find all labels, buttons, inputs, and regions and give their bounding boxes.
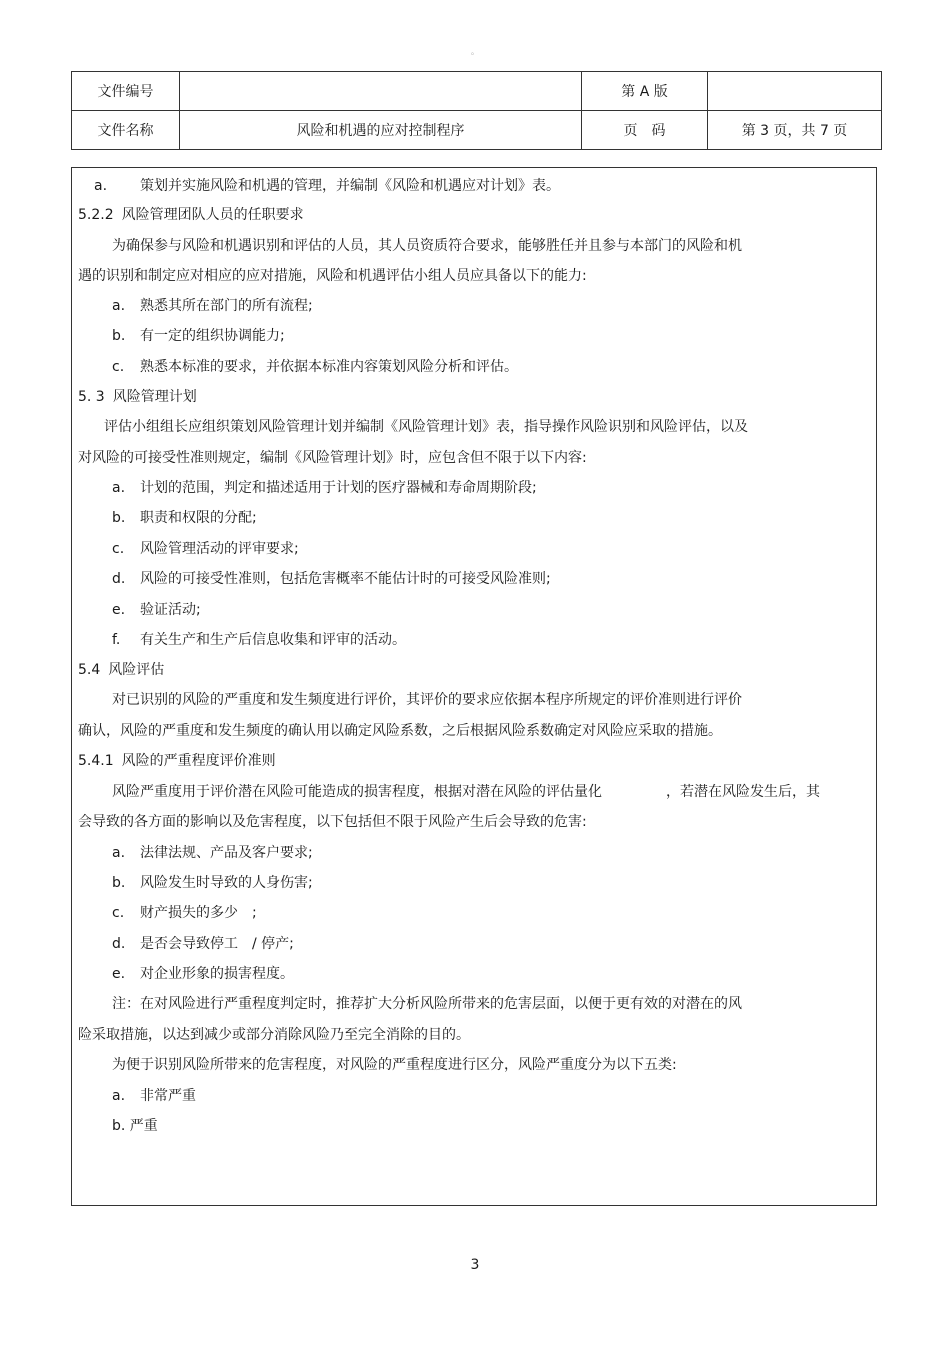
paragraph-line: 评估小组组长应组织策划风险管理计划并编制《风险管理计划》表，指导操作风险识别和风险评估，以及: [104, 419, 748, 435]
file-name-value: 风险和机遇的应对控制程序: [180, 111, 582, 150]
page-label: 页 码: [582, 111, 708, 150]
list-item: a. 熟悉其所在部门的所有流程;: [112, 298, 313, 314]
section-heading-5-3: 5. 3 风险管理计划: [78, 389, 197, 405]
list-item: a. 计划的范围，判定和描述适用于计划的医疗器械和寿命周期阶段;: [112, 480, 537, 496]
section-heading-5-4-1: 5.4.1 风险的严重程度评价准则: [78, 753, 276, 769]
list-item: b. 有一定的组织协调能力;: [112, 328, 285, 344]
header-row-2: [72, 111, 882, 150]
note-line: 注：在对风险进行严重程度判定时，推荐扩大分析风险所带来的危害层面，以便于更有效的对潜在的风: [112, 996, 742, 1012]
list-item: c. 风险管理活动的评审要求;: [112, 541, 299, 557]
paragraph-line: 遇的识别和制定应对相应的应对措施，风险和机遇评估小组人员应具备以下的能力:: [78, 268, 587, 284]
list-item: a. 法律法规、产品及客户要求;: [112, 845, 313, 861]
paragraph-line: 对风险的可接受性准则规定，编制《风险管理计划》时，应包含但不限于以下内容:: [78, 450, 587, 466]
list-item: d. 风险的可接受性准则，包括危害概率不能估计时的可接受风险准则;: [112, 571, 551, 587]
list-item: c. 财产损失的多少 ;: [112, 905, 257, 921]
paragraph-line: 为便于识别风险所带来的危害程度，对风险的严重程度进行区分，风险严重度分为以下五类:: [112, 1057, 677, 1073]
list-item: b. 职责和权限的分配;: [112, 510, 257, 526]
header-row-1: [72, 72, 882, 111]
page-number: 3: [470, 1257, 480, 1273]
list-item: b. 风险发生时导致的人身伤害;: [112, 875, 313, 891]
list-item: e. 验证活动;: [112, 602, 201, 618]
file-number-label: 文件编号: [72, 72, 180, 111]
file-number-value: [180, 72, 582, 111]
note-line: 险采取措施，以达到减少或部分消除风险乃至完全消除的目的。: [78, 1027, 470, 1043]
list-item: c. 熟悉本标准的要求，并依据本标准内容策划风险分析和评估。: [112, 359, 518, 375]
section-heading-5-2-2: 5.2.2 风险管理团队人员的任职要求: [78, 207, 304, 223]
version-label: 第 A 版: [582, 72, 708, 111]
list-item: b. 严重: [112, 1118, 158, 1134]
top-mark: 。: [471, 47, 479, 56]
page-value: 第 3 页，共 7 页: [708, 111, 882, 150]
document-header-table: [71, 71, 882, 150]
file-name-label: 文件名称: [72, 111, 180, 150]
section-heading-5-4: 5.4 风险评估: [78, 662, 165, 678]
document-body: [71, 167, 877, 1206]
paragraph-line: 风险严重度用于评价潜在风险可能造成的损害程度，根据对潜在风险的评估量化 ，若潜在风险发生后，其: [112, 784, 820, 800]
list-item: a. 非常严重: [112, 1088, 196, 1104]
list-item: d. 是否会导致停工 / 停产;: [112, 936, 294, 952]
paragraph-line: 会导致的各方面的影响以及危害程度，以下包括但不限于风险产生后会导致的危害:: [78, 814, 587, 830]
paragraph-line: 确认，风险的严重度和发生频度的确认用以确定风险系数，之后根据风险系数确定对风险应采取的措施。: [78, 723, 722, 739]
list-item: f. 有关生产和生产后信息收集和评审的活动。: [112, 632, 406, 648]
list-item: a. 策划并实施风险和机遇的管理，并编制《风险和机遇应对计划》表。: [94, 178, 560, 194]
version-extra: [708, 72, 882, 111]
paragraph-line: 为确保参与风险和机遇识别和评估的人员，其人员资质符合要求，能够胜任并且参与本部门的风险和机: [112, 238, 742, 254]
paragraph-line: 对已识别的风险的严重度和发生频度进行评价，其评价的要求应依据本程序所规定的评价准则进行评价: [112, 692, 742, 708]
list-item: e. 对企业形象的损害程度。: [112, 966, 294, 982]
